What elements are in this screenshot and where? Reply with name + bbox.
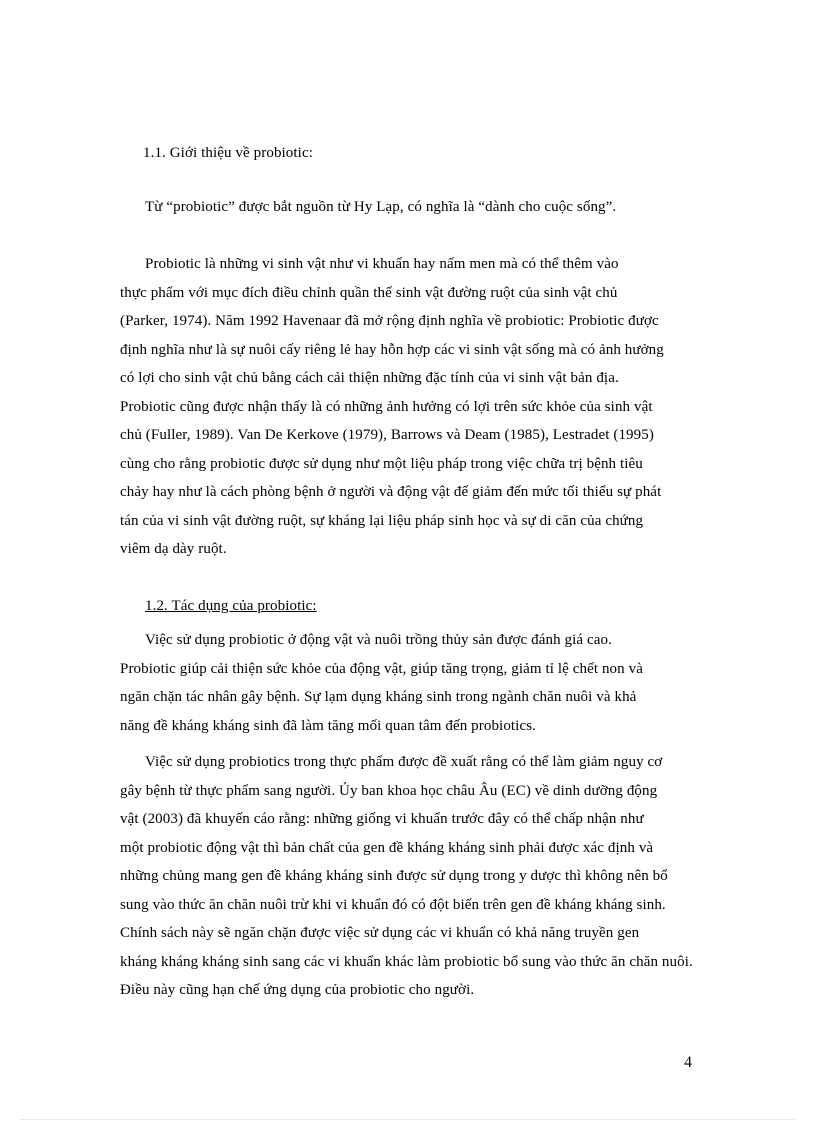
paragraph-line: những chủng mang gen đề kháng kháng sinh được sử dụng trong y dược thì không nên bổ — [120, 868, 668, 884]
paragraph-line: viêm dạ dày ruột. — [120, 541, 227, 557]
paragraph-line: Điều này cũng hạn chế ứng dụng của probiotic cho người. — [120, 982, 475, 998]
paragraph-line: chảy hay như là cách phòng bệnh ở người và động vật để giảm đến mức tối thiểu sự phát — [120, 484, 662, 500]
section-1-1-intro: Từ “probiotic” được bắt nguồn từ Hy Lạp, có nghĩa là “dành cho cuộc sống”. — [145, 199, 617, 215]
page-bottom-divider — [20, 1119, 796, 1120]
paragraph-line: có lợi cho sinh vật chủ bằng cách cải thiện những đặc tính của vi sinh vật bản địa. — [120, 370, 619, 386]
paragraph-line: chủ (Fuller, 1989). Van De Kerkove (1979), Barrows và Deam (1985), Lestradet (1995) — [120, 427, 654, 443]
page-number: 4 — [684, 1054, 692, 1071]
paragraph-line: gây bệnh từ thực phẩm sang người. Ủy ban khoa học châu Âu (EC) về dinh dưỡng động — [120, 783, 658, 799]
section-1-2-heading: 1.2. Tác dụng của probiotic: — [145, 598, 317, 614]
paragraph-line: một probiotic động vật thì bản chất của gen đề kháng kháng sinh phải được xác định và — [120, 840, 654, 856]
paragraph-line: Việc sử dụng probiotic ở động vật và nuôi trồng thủy sản được đánh giá cao. — [145, 632, 612, 648]
paragraph-line: cùng cho rằng probiotic được sử dụng như một liệu pháp trong việc chữa trị bệnh tiêu — [120, 456, 643, 472]
paragraph-line: Chính sách này sẽ ngăn chặn được việc sử dụng các vi khuẩn có khả năng truyền gen — [120, 925, 640, 941]
section-1-1-heading: 1.1. Giới thiệu về probiotic: — [143, 145, 313, 161]
paragraph-line: định nghĩa như là sự nuôi cấy riêng lẻ hay hỗn hợp các vi sinh vật sống mà có ảnh hưởng — [120, 342, 664, 358]
paragraph-line: Probiotic cũng được nhận thấy là có những ảnh hưởng có lợi trên sức khỏe của sinh vật — [120, 399, 653, 415]
paragraph-line: vật (2003) đã khuyến cáo rằng: những giống vi khuẩn trước đây có thể chấp nhận như — [120, 811, 644, 827]
paragraph-line: (Parker, 1974). Năm 1992 Havenaar đã mở rộng định nghĩa về probiotic: Probiotic được — [120, 313, 659, 329]
paragraph-line: thực phẩm với mục đích điều chỉnh quần thể sinh vật đường ruột của sinh vật chủ — [120, 285, 618, 301]
paragraph-line: Việc sử dụng probiotics trong thực phẩm được đề xuất rằng có thể làm giảm nguy cơ — [145, 754, 663, 770]
paragraph-line: tán của vi sinh vật đường ruột, sự kháng lại liệu pháp sinh học và sự di căn của chứng — [120, 513, 644, 529]
paragraph-line: Probiotic là những vi sinh vật như vi khuẩn hay nấm men mà có thể thêm vào — [145, 256, 619, 272]
paragraph-line: sung vào thức ăn chăn nuôi trừ khi vi khuẩn đó có đột biến trên gen đề kháng kháng sinh. — [120, 897, 666, 913]
paragraph-line: năng đề kháng kháng sinh đã làm tăng mối quan tâm đến probiotics. — [120, 718, 536, 734]
paragraph-line: ngăn chặn tác nhân gây bệnh. Sự lạm dụng kháng sinh trong ngành chăn nuôi và khả — [120, 689, 637, 705]
paragraph-line: Probiotic giúp cải thiện sức khỏe của động vật, giúp tăng trọng, giảm tỉ lệ chết non và — [120, 661, 643, 677]
paragraph-line: kháng kháng kháng sinh sang các vi khuẩn khác làm probiotic bổ sung vào thức ăn chăn nuôi. — [120, 954, 693, 970]
